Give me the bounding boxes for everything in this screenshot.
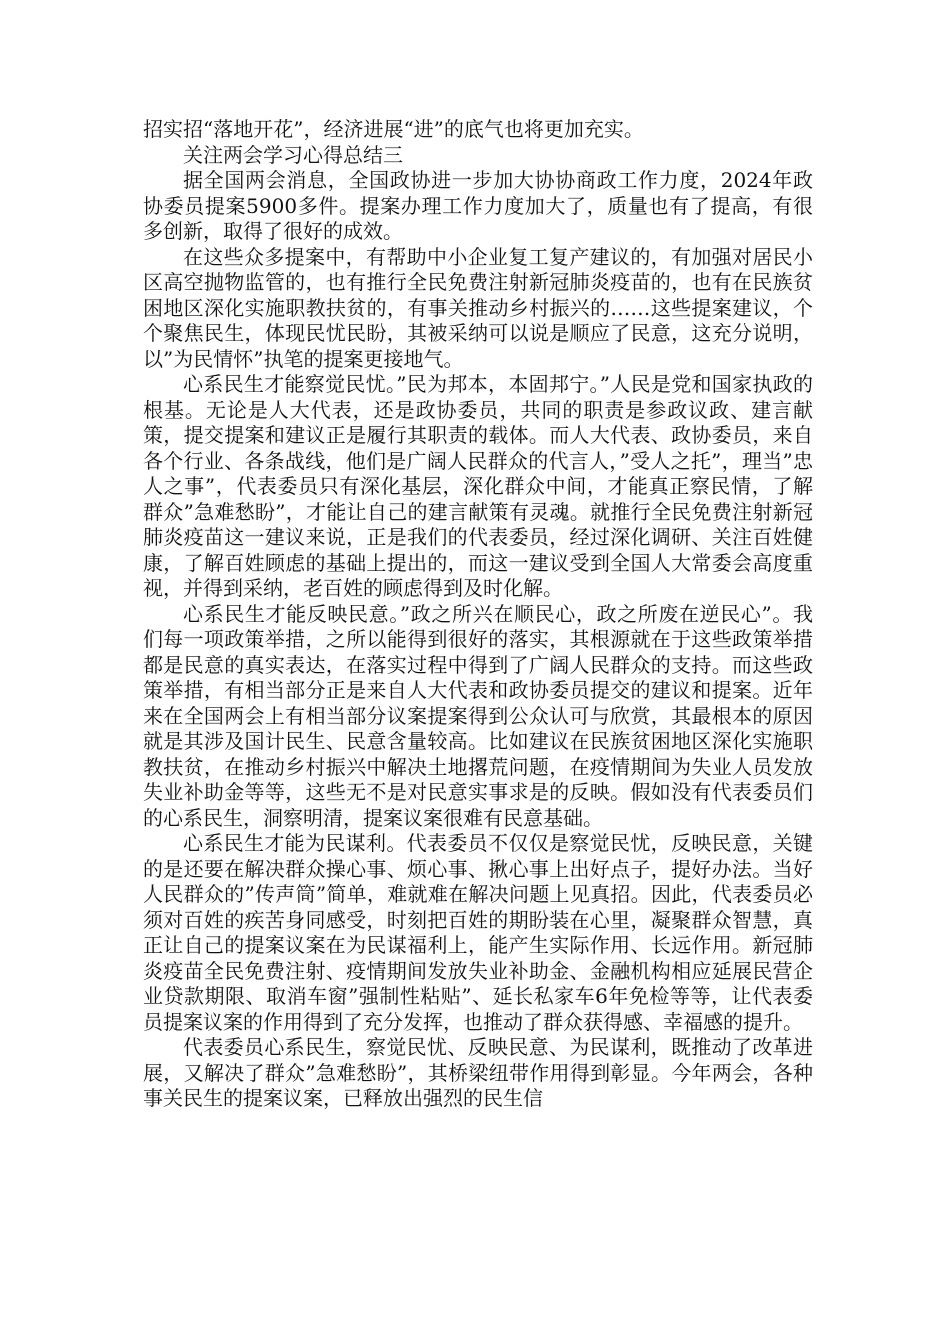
paragraph: 据全国两会消息，全国政协进一步加大协协商政工作力度，2024年政协委员提案5900多件。提案办理工作力度加大了，质量也有了提高，有很多创新，取得了很好的成效。 [143, 168, 813, 243]
paragraph: 在这些众多提案中，有帮助中小企业复工复产建议的，有加强对居民小区高空抛物监管的，也有推行全民免费注射新冠肺炎疫苗的，也有在民族贫困地区深化实施职教扶贫的，有事关推动乡村振兴的……这些提案建议，个个聚焦民生，体现民忧民盼，其被采纳可以说是顺应了民意，这充分说明，以”为民情怀”执笔的提案更接地气。 [143, 244, 813, 371]
paragraph: 心系民生才能反映民意。”政之所兴在顺民心，政之所废在逆民心”。我们每一项政策举措，之所以能得到很好的落实，其根源就在于这些政策举措都是民意的真实表达，在落实过程中得到了广阔人民群众的支持。而这些政策举措，有相当部分正是来自人大代表和政协委员提交的建议和提案。近年来在全国两会上有相当部分议案提案得到公众认可与欣赏，其最根本的原因就是其涉及国计民生、民意含量较高。比如建议在民族贫困地区深化实施职教扶贫，在推动乡村振兴中解决土地撂荒问题，在疫情期间为失业人员发放失业补助金等等，这些无不是对民意实事求是的反映。假如没有代表委员们的心系民生，洞察明清，提案议案很难有民意基础。 [143, 601, 813, 830]
paragraph: 代表委员心系民生，察觉民忧、反映民意、为民谋利，既推动了改革进展，又解决了群众”急难愁盼”，其桥梁纽带作用得到彰显。今年两会，各种事关民生的提案议案，已释放出强烈的民生信 [143, 1035, 813, 1110]
paragraph: 心系民生才能察觉民忧。”民为邦本，本固邦宁。”人民是党和国家执政的根基。无论是人大代表，还是政协委员，共同的职责是参政议政、建言献策，提交提案和建议正是履行其职责的载体。而人大代表、政协委员，来自各个行业、各条战线，他们是广阔人民群众的代言人，”受人之托”，理当”忠人之事”，代表委员只有深化基层，深化群众中间，才能真正察民情，了解群众”急难愁盼”，才能让自己的建言献策有灵魂。就推行全民免费注射新冠肺炎疫苗这一建议来说，正是我们的代表委员，经过深化调研、关注百姓健康，了解百姓顾虑的基础上提出的，而这一建议受到全国人大常委会高度重视，并得到采纳，老百姓的顾虑得到及时化解。 [143, 372, 813, 600]
paragraph-continuation: 招实招“落地开花”，经济进展“进”的底气也将更加充实。 [143, 117, 644, 141]
paragraph: 心系民生才能为民谋利。代表委员不仅仅是察觉民忧，反映民意，关键的是还要在解决群众操心事、烦心事、揪心事上出好点子，提好办法。当好人民群众的”传声筒”简单，难就难在解决问题上见真招。因此，代表委员必须对百姓的疾苦身同感受，时刻把百姓的期盼装在心里，凝聚群众智慧，真正让自己的提案议案在为民谋福利上，能产生实际作用、长远作用。新冠肺炎疫苗全民免费注射、疫情期间发放失业补助金、金融机构相应延展民营企业贷款期限、取消车窗”强制性粘贴”、延长私家车6年免检等等，让代表委员提案议案的作用得到了充分发挥，也推动了群众获得感、幸福感的提升。 [143, 831, 813, 1034]
section-heading: 关注两会学习心得总结三 [183, 142, 403, 167]
document-body [143, 117, 813, 1112]
